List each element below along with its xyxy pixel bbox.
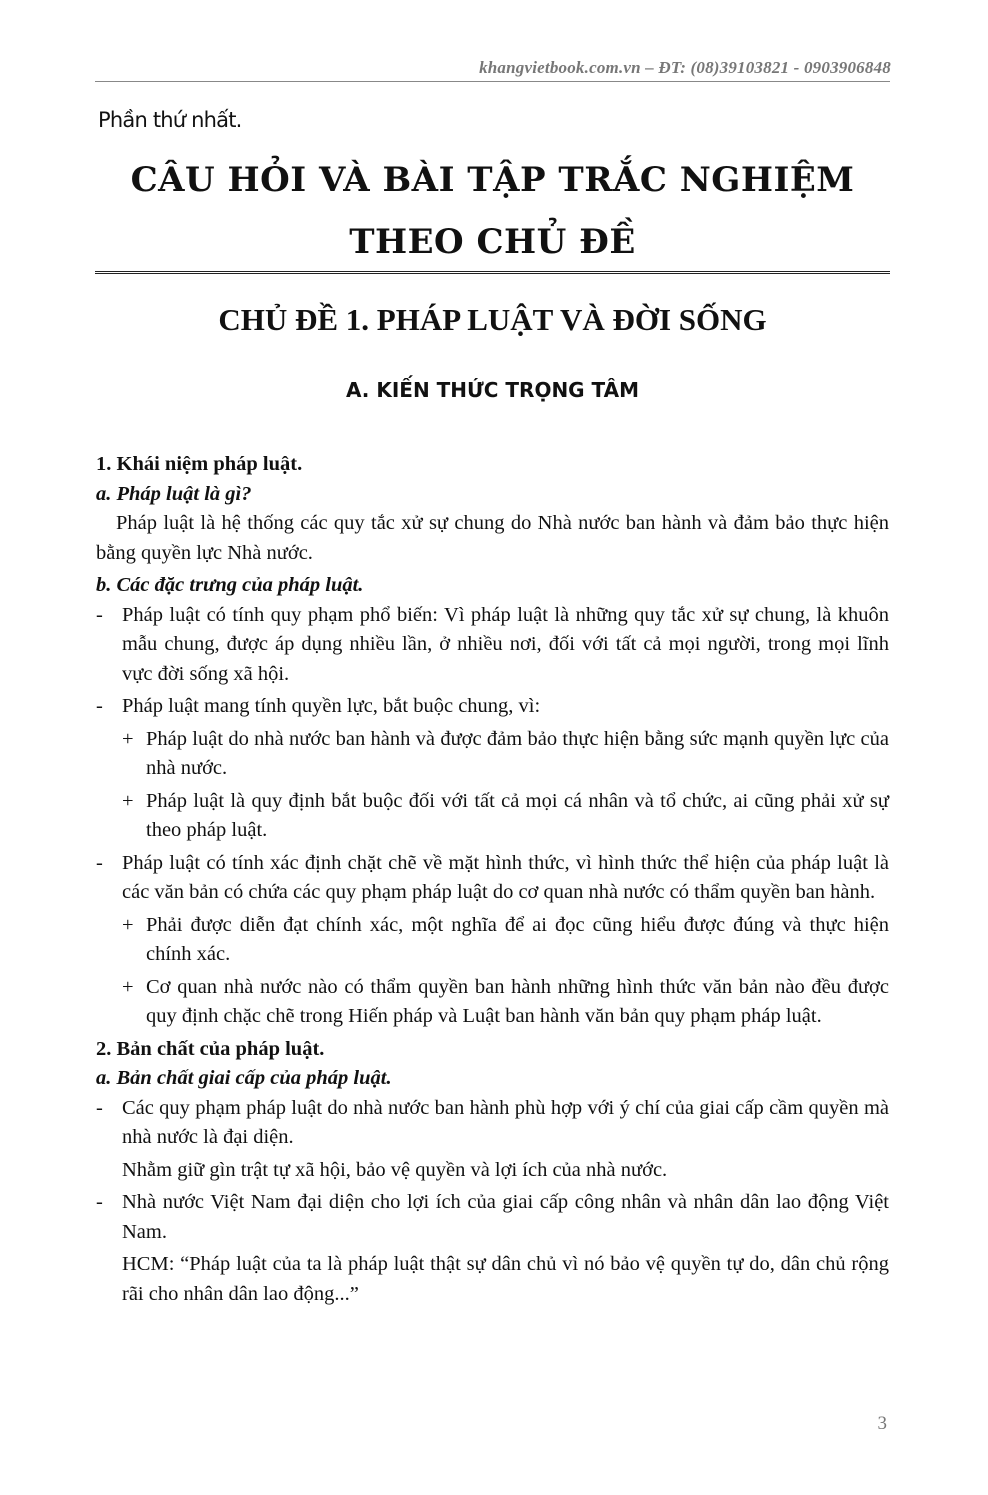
header-site-info: khangvietbook.com.vn – ĐT: (08)39103821 - 0903906848: [479, 58, 891, 77]
sub-list-item: [96, 725, 889, 784]
dash-marker: -: [96, 603, 103, 626]
plus-marker: +: [122, 789, 134, 812]
topic-title: CHỦ ĐỀ 1. PHÁP LUẬT VÀ ĐỜI SỐNG: [218, 302, 767, 337]
list-item-text: Pháp luật có tính quy phạm phổ biến: Vì pháp luật là những quy tắc xử sự chung, là khuôn mẫu chung, được áp dụng nhiều lần, ở nhiều nơi, đối với tất cả mọi người, trong mọi lĩnh vực đời sống xã hội.: [122, 603, 889, 685]
subheading-characteristics: b. Các đặc trưng của pháp luật.: [96, 574, 364, 596]
list-item: [96, 601, 889, 690]
list-item: [96, 1094, 889, 1153]
subheading-what-is-law: a. Pháp luật là gì?: [96, 482, 252, 505]
plus-marker: +: [122, 975, 134, 998]
definition-paragraph: Pháp luật là hệ thống các quy tắc xử sự chung do Nhà nước ban hành và đảm bảo thực hiện bằng quyền lực Nhà nước.: [96, 512, 889, 564]
sub-list-item-text: Phải được diễn đạt chính xác, một nghĩa để ai đọc cũng hiểu được đúng và thực hiện chính xác.: [146, 913, 889, 965]
list-item-text: Pháp luật mang tính quyền lực, bắt buộc chung, vì:: [122, 695, 541, 717]
list-item-continuation: Nhằm giữ gìn trật tự xã hội, bảo vệ quyền và lợi ích của nhà nước.: [122, 1158, 668, 1181]
list-item: [96, 692, 889, 722]
list-item-text: Các quy phạm pháp luật do nhà nước ban hành phù hợp với ý chí của giai cấp cầm quyền mà nhà nước là đại diện.: [122, 1096, 889, 1148]
page-number: 3: [877, 1413, 887, 1434]
section-heading-a: A. KIẾN THỨC TRỌNG TÂM: [345, 378, 640, 402]
sub-list-item-text: Pháp luật do nhà nước ban hành và được đảm bảo thực hiện bằng sức mạnh quyền lực của nhà nước.: [146, 727, 889, 779]
heading-nature: 2. Bản chất của pháp luật.: [96, 1037, 325, 1060]
content-body: [96, 450, 889, 1312]
plus-marker: +: [122, 727, 134, 750]
subheading-class-nature: a. Bản chất giai cấp của pháp luật.: [96, 1067, 392, 1089]
main-title-line-1: CÂU HỎI VÀ BÀI TẬP TRẮC NGHIỆM: [130, 160, 855, 200]
main-title-line-2: THEO CHỦ ĐỀ: [349, 222, 636, 262]
dash-marker: -: [96, 1096, 103, 1119]
sub-list-item: [96, 973, 889, 1032]
title-divider: [95, 271, 890, 276]
plus-marker: +: [122, 913, 134, 936]
quote-continuation: HCM: “Pháp luật của ta là pháp luật thật sự dân chủ vì nó bảo vệ quyền tự do, dân chủ rộng rãi cho nhân dân lao động...”: [122, 1253, 889, 1305]
sub-list-item-text: Cơ quan nhà nước nào có thẩm quyền ban hành những hình thức văn bản nào đều được quy định chặc chẽ trong Hiến pháp và Luật ban hành văn bản quy phạm pháp luật.: [146, 975, 889, 1027]
dash-marker: -: [96, 695, 103, 717]
sub-list-item: [96, 911, 889, 970]
heading-concept: 1. Khái niệm pháp luật.: [96, 453, 303, 475]
list-item: [96, 849, 889, 908]
dash-marker: -: [96, 1191, 103, 1213]
header-divider: [95, 81, 890, 82]
list-item-text: Nhà nước Việt Nam đại diện cho lợi ích của giai cấp công nhân và nhân dân lao động Việt Nam.: [122, 1191, 889, 1243]
dash-marker: -: [96, 851, 103, 874]
sub-list-item: [96, 787, 889, 846]
part-label: Phần thứ nhất.: [98, 108, 242, 132]
list-item: [96, 1188, 889, 1247]
sub-list-item-text: Pháp luật là quy định bắt buộc đối với tất cả mọi cá nhân và tổ chức, ai cũng phải xử sự theo pháp luật.: [146, 789, 889, 841]
list-item-text: Pháp luật có tính xác định chặt chẽ về mặt hình thức, vì hình thức thể hiện của pháp luật là các văn bản có chứa các quy phạm pháp luật do cơ quan nhà nước có thẩm quyền ban hành.: [122, 851, 889, 903]
